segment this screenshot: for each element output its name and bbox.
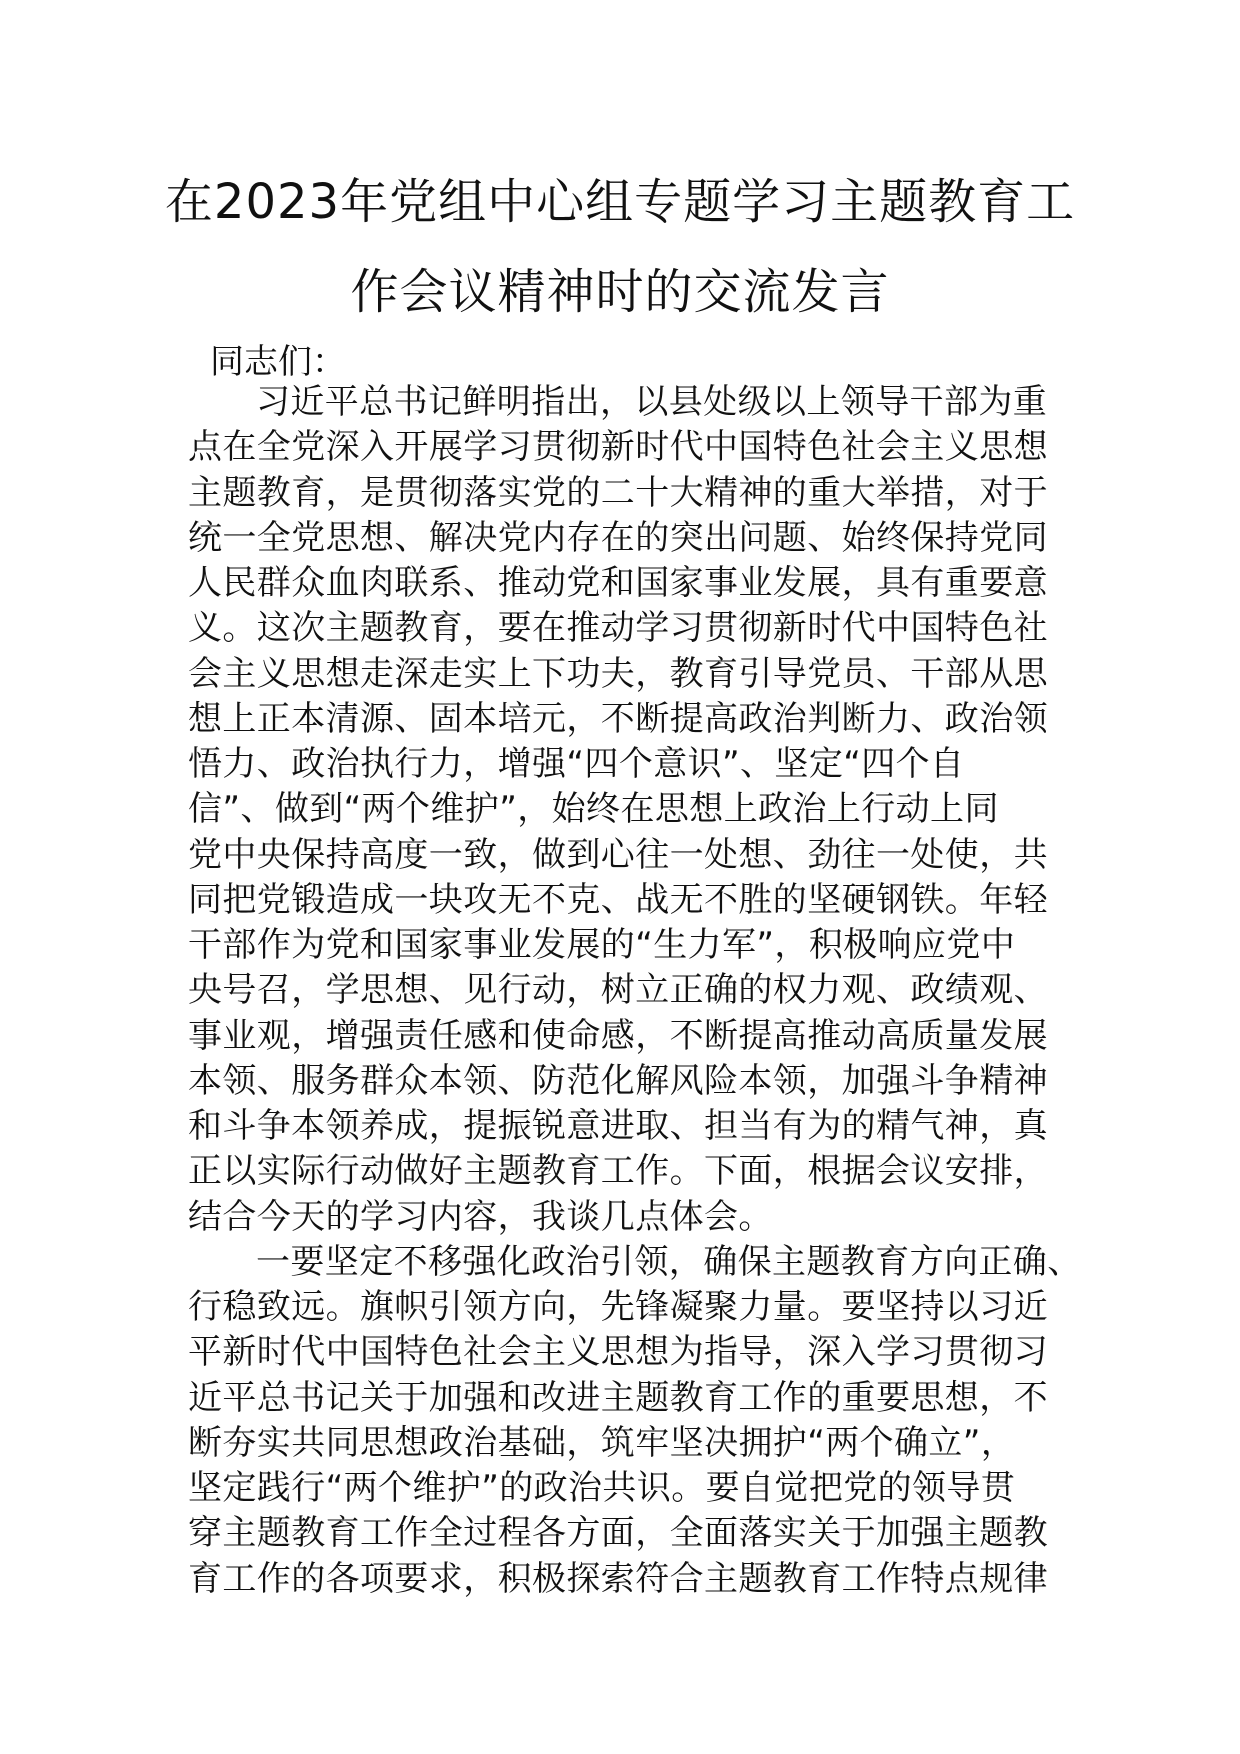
document-title-line-2: 作会议精神时的交流发言 xyxy=(350,264,890,320)
paragraph-line: 坚定践行“两个维护”的政治共识。要自觉把党的领导贯 xyxy=(188,1468,1016,1508)
paragraph-line: 干部作为党和国家事业发展的“生力军”，积极响应党中 xyxy=(188,925,1016,965)
paragraph-line: 主题教育，是贯彻落实党的二十大精神的重大举措，对于 xyxy=(188,472,1048,513)
paragraph-line: 点在全党深入开展学习贯彻新时代中国特色社会主义思想 xyxy=(188,427,1048,468)
paragraph-line: 本领、服务群众本领、防范化解风险本领，加强斗争精神 xyxy=(188,1060,1048,1101)
paragraph-line: 央号召，学思想、见行动，树立正确的权力观、政绩观、 xyxy=(188,970,1048,1011)
paragraph-line: 平新时代中国特色社会主义思想为指导，深入学习贯彻习 xyxy=(188,1332,1048,1373)
paragraph-line: 行稳致远。旗帜引领方向，先锋凝聚力量。要坚持以习近 xyxy=(188,1287,1048,1327)
paragraph-line: 一要坚定不移强化政治引领，确保主题教育方向正确、 xyxy=(256,1241,1082,1282)
paragraph-line: 结合今天的学习内容，我谈几点体会。 xyxy=(188,1196,773,1237)
paragraph-line: 事业观，增强责任感和使命感，不断提高推动高质量发展 xyxy=(188,1015,1048,1056)
paragraph-line: 同把党锻造成一块攻无不克、战无不胜的坚硬钢铁。年轻 xyxy=(188,879,1048,920)
paragraph-line: 义。这次主题教育，要在推动学习贯彻新时代中国特色社 xyxy=(188,608,1048,649)
salutation: 同志们： xyxy=(210,342,346,382)
document-title-line-1: 在2023年党组中心组专题学习主题教育工 xyxy=(164,174,1076,230)
paragraph-line: 人民群众血肉联系、推动党和国家事业发展，具有重要意 xyxy=(188,563,1048,603)
paragraph-line: 会主义思想走深走实上下功夫，教育引导党员、干部从思 xyxy=(188,653,1048,694)
paragraph-line: 党中央保持高度一致，做到心往一处想、劲往一处使，共 xyxy=(188,834,1048,875)
paragraph-line: 习近平总书记鲜明指出，以县处级以上领导干部为重 xyxy=(256,382,1048,422)
paragraph-line: 穿主题教育工作全过程各方面，全面落实关于加强主题教 xyxy=(188,1513,1048,1554)
document-body xyxy=(188,380,1082,1602)
paragraph-line: 育工作的各项要求，积极探索符合主题教育工作特点规律 xyxy=(188,1558,1048,1599)
paragraph-line: 悟力、政治执行力，增强“四个意识”、坚定“四个自 xyxy=(188,744,965,784)
paragraph-line: 想上正本清源、固本培元，不断提高政治判断力、政治领 xyxy=(188,698,1048,739)
paragraph-line: 近平总书记关于加强和改进主题教育工作的重要思想，不 xyxy=(188,1377,1048,1418)
paragraph-line: 正以实际行动做好主题教育工作。下面，根据会议安排， xyxy=(188,1151,1048,1192)
paragraph-line: 统一全党思想、解决党内存在的突出问题、始终保持党同 xyxy=(188,517,1048,558)
paragraph-line: 和斗争本领养成，提振锐意进取、担当有为的精气神，真 xyxy=(188,1106,1048,1146)
paragraph-line: 断夯实共同思想政治基础，筑牢坚决拥护“两个确立”， xyxy=(188,1422,1016,1463)
paragraph-line: 信”、做到“两个维护”，始终在思想上政治上行动上同 xyxy=(188,789,999,830)
